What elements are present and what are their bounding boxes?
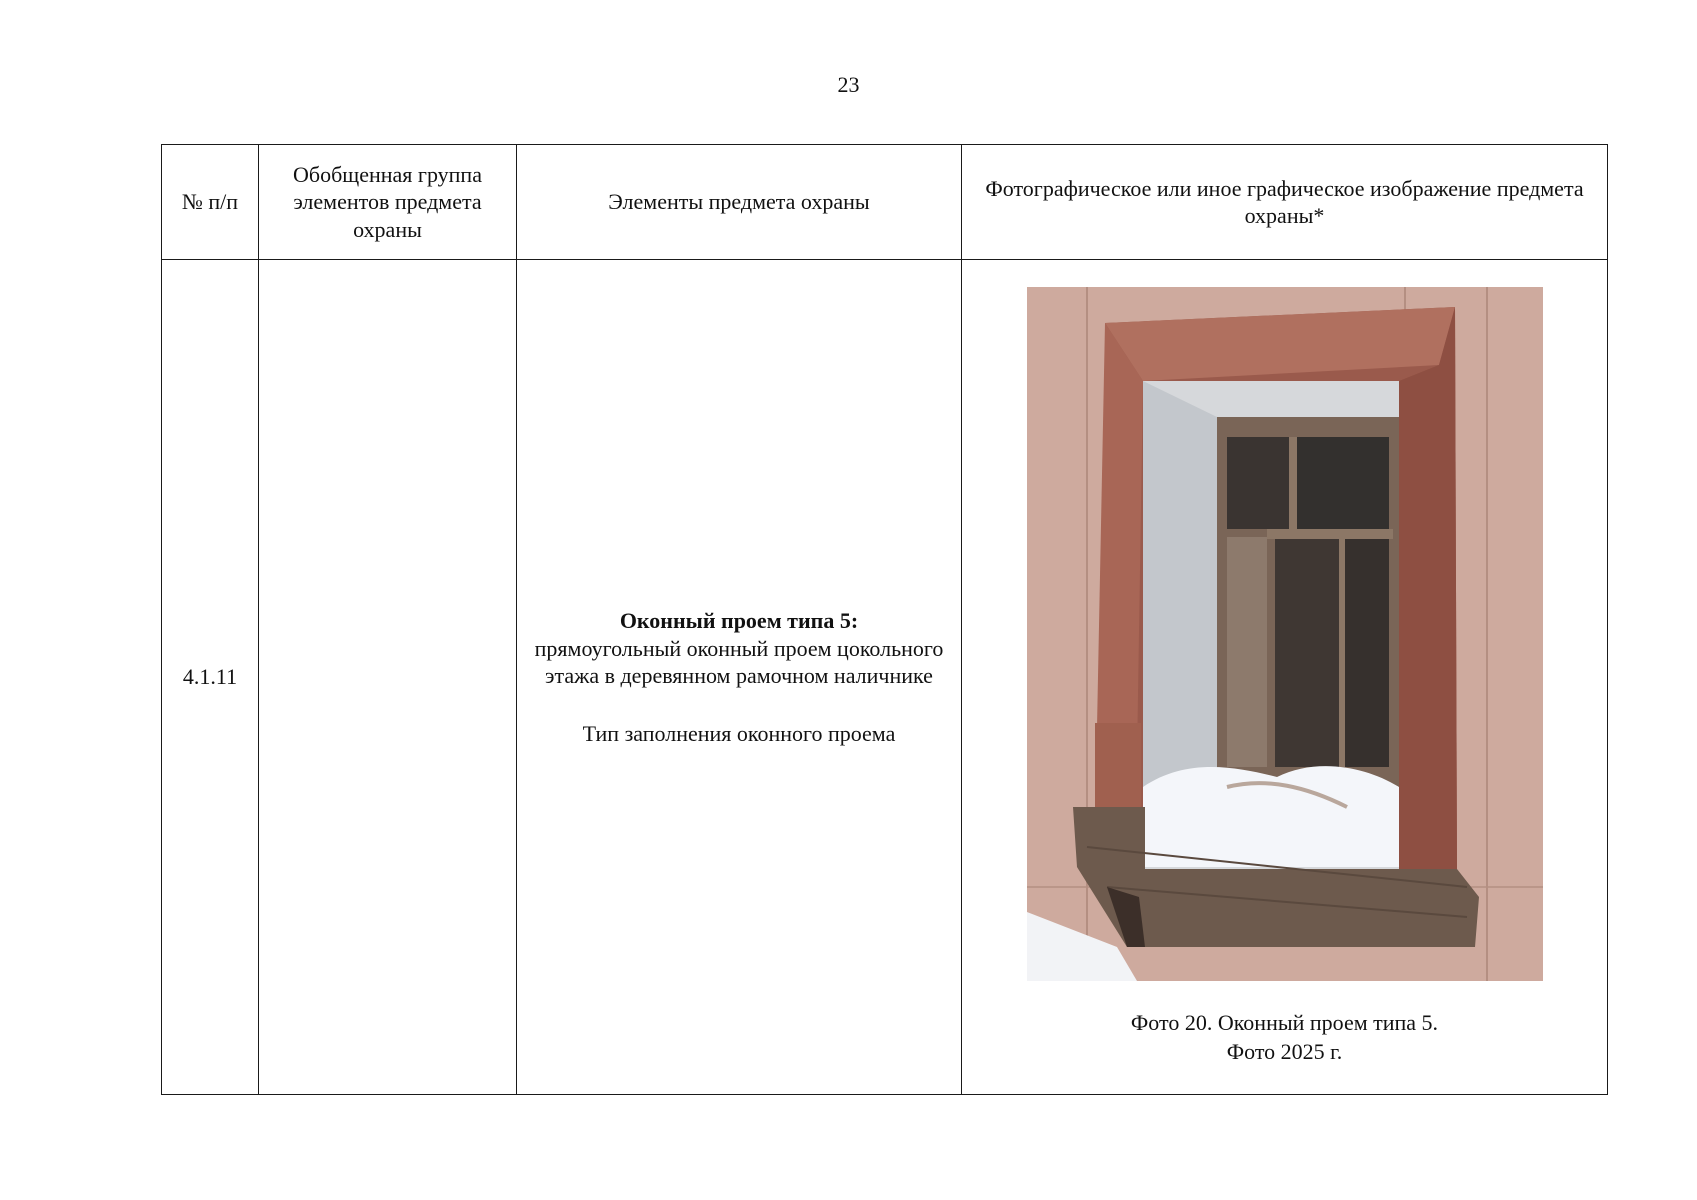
row-num: 4.1.11: [162, 260, 259, 1095]
photo-caption: [970, 1009, 1599, 1066]
table-header-row: [162, 145, 1608, 260]
photo-caption-line2: Фото 2025 г.: [1226, 1039, 1343, 1064]
element-description: прямоугольный оконный проем цокольного этажа в деревянном рамочном наличнике: [534, 635, 944, 688]
photo-caption-line1: Фото 20. Оконный проем типа 5.: [1130, 1010, 1439, 1036]
row-photo: [962, 260, 1608, 1095]
header-elements: Элементы предмета охраны: [517, 145, 962, 260]
window-photo-image: [1027, 287, 1543, 981]
element-title: Оконный проем типа 5:: [619, 608, 859, 633]
table-row: [162, 260, 1608, 1095]
heritage-elements-table: [161, 144, 1608, 1095]
row-group: [259, 260, 517, 1095]
row-elements: [517, 260, 962, 1095]
header-photo: Фотографическое или иное графическое изображение предмета охраны*: [962, 145, 1608, 260]
page-number: 23: [837, 72, 860, 97]
header-group: Обобщенная группа элементов предмета охраны: [259, 145, 517, 260]
header-num: № п/п: [162, 145, 259, 260]
window-photo: [1027, 287, 1543, 981]
element-filling: Тип заполнения оконного проема: [582, 720, 896, 746]
